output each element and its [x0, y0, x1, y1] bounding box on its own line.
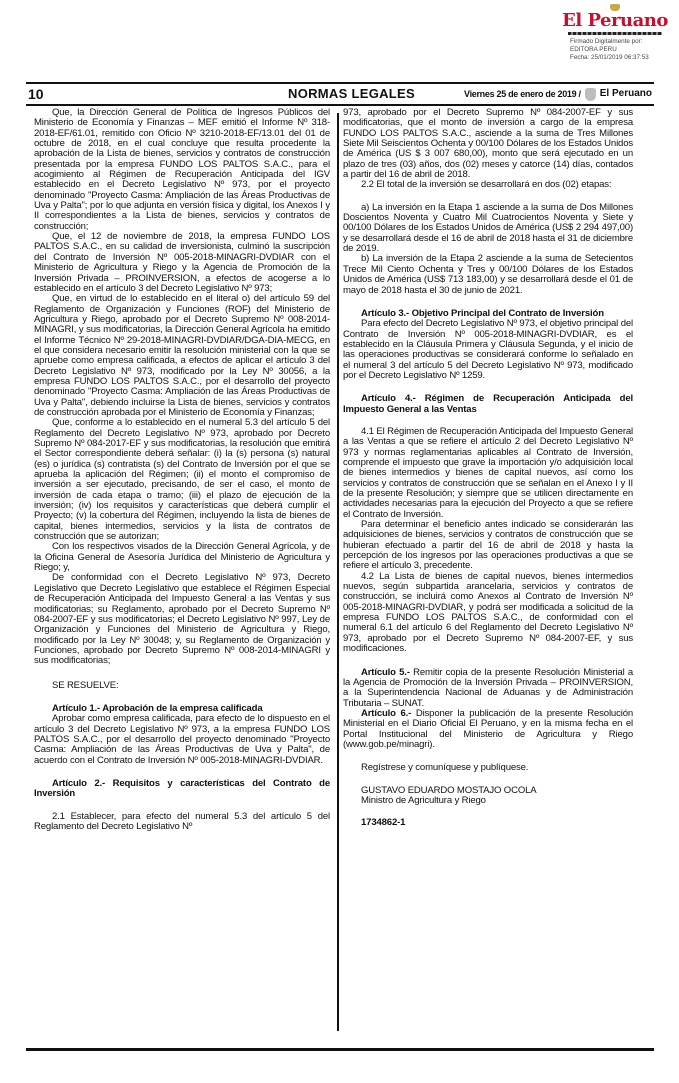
article-3-title: Artículo 3.- Objetivo Principal del Contrato de Inversión [361, 307, 604, 319]
resolve-heading: SE RESUELVE: [52, 679, 119, 691]
article-2-1-start: 2.1 Establecer, para efecto del numeral 5.3 del artículo 5 del Reglamento del Decreto Legislativo Nº [34, 810, 330, 832]
paragraph: Que, el 12 de noviembre de 2018, la empresa FUNDO LOS PALTOS S.A.C., en su calidad de inversionista, culminó la suscripción del Contrato de Inversión Nº 005-2018-MINAGRI-DVDIAR con el Ministerio de Agricultura y Riego y la Agencia de Promoción de la Inversión Privada – PROINVERSION, a efectos de acogerse a lo establecido en el artículo 3 del Decreto Legislativo Nº 973; [34, 231, 330, 294]
brand-name: El Peruano [562, 10, 668, 31]
digital-signature-stamp [570, 38, 649, 62]
article-2-1-continued: 973, aprobado por el Decreto Supremo Nº 084-2007-EF y sus modificatorias, que el monto de inversión a cargo de la empresa FUNDO LOS PALTOS S.A.C., asciende a la suma de Tres Millones Siete Mil Seiscientos Ochenta y 00/100 Dólares de los Estados Unidos de América (US $ 3 007 680,00), monto que será ejecutado en un plazo de tres (03) años, dos (02) meses y catorce (14) días, contados a partir del 16 de abril de 2018. [343, 107, 633, 181]
paragraph: Con los respectivos visados de la Dirección General Agrícola, y de la Oficina General de Asesoría Jurídica del Ministerio de Agricultura y Riego; y, [34, 541, 330, 574]
article-5 [343, 668, 633, 709]
signer-title: Ministro de Agricultura y Riego [361, 794, 486, 806]
page-number: 10 [28, 86, 44, 102]
publication-code: 1734862-1 [361, 817, 406, 829]
article-6-text: Disponer la publicación de la presente Resolución Ministerial en el Diario Oficial El Peruano, y en la misma fecha en el Portal Institucional del Ministerio de Agricultura y Riego (www.gob.pe/minagri). [343, 707, 634, 750]
issue-date: Viernes 25 de enero de 2019 / [464, 89, 581, 99]
footer-rule [26, 1048, 654, 1051]
el-peruano-logo [560, 4, 670, 35]
article-5-title: Artículo 5.- [361, 666, 410, 678]
article-2-2: 2.2 El total de la inversión se desarrollará en dos (02) etapas: [361, 179, 612, 191]
article-2-title: Artículo 2.- Requisitos y características del Contrato de Inversión [34, 777, 330, 800]
right-column [343, 108, 633, 829]
signer-name: GUSTAVO EDUARDO MOSTAJO OCOLA [361, 784, 537, 796]
column-divider [337, 113, 339, 1031]
article-3-text: Para efecto del Decreto Legislativo Nº 973, el objetivo principal del Contrato de Inversión Nº 005-2018-MINAGRI-DVDIAR, es el establecido en la Cláusula Primera y Cláusula Segunda, y el inicio de las operaciones productivas se considerará conforme lo señalado en el numeral 3 del artículo 5 del Decreto Legislativo Nº 973, modificado por el Decreto Legislativo Nº 1259. [343, 318, 633, 381]
article-4-1: 4.1 El Régimen de Recuperación Anticipada del Impuesto General a las Ventas a que se refiere el artículo 2 del Decreto Legislativo Nº 973 y normas reglamentarias aplicables al Contrato de Inversión, comprende el impuesto que grave la importación y/o adquisición local de bienes intermedios y bienes de capital nuevos, así como los servicios y contratos de construcción que se señalan en el Anexo I y II de la presente Resolución; y siempre que se utilicen directamente en actividades necesarias para la ejecución del Proyecto a que se refiere el Contrato de Inversión. [343, 425, 633, 520]
paragraph: Que, la Dirección General de Política de Ingresos Públicos del Ministerio de Economía y Finanzas – MEF emitió el Informe Nº 318-2018-EF/61.01, remitido con Oficio Nº 3210-2018-EF/13.01 del 01 de octubre de 2018, en el cual concluye que resulta procedente la aprobación de la Lista de bienes, servicios y contratos de construcción presentada por la empresa FUNDO LOS PALTOS S.A.C., para el acogimiento al Régimen de Recuperación Anticipada del IGV establecido en el Decreto Legislativo Nº 973, por el proyecto denominado "Proyecto Casma: Ampliación de las Áreas Productivas de Uva y Palta"; por lo que adjunta en versión física y digital, los Anexos I y II correspondientes a la Lista de bienes, servicios y contratos de construcción; [34, 107, 330, 232]
article-1-title: Artículo 1.- Aprobación de la empresa calificada [52, 702, 263, 714]
signature-line: EDITORA PERU [570, 46, 617, 53]
stage-b: b) La inversión de la Etapa 2 asciende a la suma de Setecientos Trece Mil Ciento Ochenta y Tres y 00/100 Dólares de los Estados Unidos de América (US$ 713 183,00) y se desarrollará desde el 01 de mayo de 2018 hasta el 30 de junio de 2021. [343, 253, 633, 296]
article-6 [343, 709, 633, 750]
article-4-title: Artículo 4.- Régimen de Recuperación Anticipada del Impuesto General a las Ventas [343, 393, 633, 415]
article-5-text: Remitir copia de la presente Resolución Ministerial a la Agencia de Promoción de la Inversión Privada – PROINVERSION, a la Superintendencia Nacional de Aduanas y de Administración Tributaria – SUNAT. [343, 666, 633, 709]
article-4-2: 4.2 La Lista de bienes de capital nuevos, bienes intermedios nuevos, según subpartida arancelaria, servicios y contratos de construcción, se incluirá como Anexos al Contrato de Inversión Nº 005-2018-MINAGRI-DVDIAR, y podrá ser modificada a solicitud de la empresa FUNDO LOS PALTOS S.A.C., de conformidad con el numeral 6.1 del artículo 6 del Reglamento del Decreto Legislativo Nº 973, aprobado por el Decreto Supremo Nº 084-2007-EF, y sus modificaciones. [343, 570, 633, 655]
left-column [34, 108, 330, 832]
header-publication [585, 85, 652, 103]
article-4-1-benefit: Para determinar el beneficio antes indicado se considerarán las adquisiciones de bienes, servicios y contratos de construcción que se hubieran efectuado a partir del 16 de abril de 2018 y hasta la percepción de los ingresos por las operaciones productivas a que se refiere el artículo 3, precedente. [343, 519, 633, 572]
paragraph: Que, en virtud de lo establecido en el literal o) del artículo 59 del Reglamento de Organización y Funciones (ROF) del Ministerio de Agricultura y Riego, aprobado por el Decreto Supremo Nº 008-2014-MINAGRI, y sus modificatorias, la Dirección General Agrícola ha emitido el Informe Técnico Nº 29-2018-MINAGRI-DVDIAR/DGA-DIA-MECG, en el que considera necesario emitir la resolución ministerial con la que se apruebe como empresa calificada, a efectos de aplicar el artículo 3 del Decreto Legislativo Nº 973, modificado por la Ley Nº 30056, a la empresa FUNDO LOS PALTOS S.A.C., por el desarrollo del proyecto denominado "Proyecto Casma: Ampliación de las Áreas Productivas de Uva y Palta", debiendo incluirse la Lista de bienes, servicios y contratos de construcción aprobada por el Ministerio de Economía y Finanzas; [34, 293, 330, 418]
publication-name: El Peruano [599, 88, 652, 99]
paragraph: Que, conforme a lo establecido en el numeral 5.3 del artículo 5 del Reglamento del Decreto Legislativo Nº 973, aprobado por Decreto Supremo Nº 084-2017-EF y sus modificatorias, la resolución que emitirá el Sector correspondiente deberá señalar: (i) la (s) persona (s) natural (es) o jurídica (s) contratista (s) del Contrato de Inversión por el que se aprueba la aplicación del Régimen; (ii) el monto el compromiso de inversión a ser ejecutado, precisando, de ser el caso, el monto de inversión de cada etapa o tramo; (iii) el plazo de ejecución de la inversión; (iv) los requisitos y características que deberá cumplir el Proyecto; (v) la cobertura del Régimen, incluyendo la lista de bienes de capital, bienes intermedios, servicios y la lista de contratos de construcción que se autorizan; [34, 417, 330, 543]
brand-strip [568, 32, 662, 35]
section-title: NORMAS LEGALES [288, 86, 415, 101]
page-header [26, 82, 654, 106]
article-1-text: Aprobar como empresa calificada, para efecto de lo dispuesto en el artículo 3 del Decreto Legislativo Nº 973, a la empresa FUNDO LOS PALTOS S.A.C., por el desarrollo del proyecto denominado "Proyecto Casma: Ampliación de las Áreas Productivas de Uva y Palta", de acuerdo con el Contrato de Inversión Nº 005-2018-MINAGRI-DVDIAR. [34, 713, 330, 766]
paragraph: De conformidad con el Decreto Legislativo Nº 973, Decreto Legislativo que Decreto Legislativo que establece el Régimen Especial de Recuperación Anticipada del Impuesto General a las Ventas y sus modificatorias; su Reglamento, aprobado por el Decreto Supremo Nº 084-2007-EF y sus modificatorias; el Decreto Legislativo Nº 997, Ley de Organización y Funciones del Ministerio de Agricultura y Riego, modificado por la Ley Nº 30048; y, su Reglamento de Organización y Funciones, aprobado por Decreto Supremo Nº 008-2014-MINAGRI y sus modificatorias; [34, 572, 330, 667]
closing-formula: Regístrese y comuníquese y publíquese. [361, 762, 529, 774]
signature-line: Fecha: 25/01/2019 06:37:53 [570, 54, 649, 61]
signature-line: Firmado Digitalmente por: [570, 38, 643, 45]
coat-of-arms-icon [585, 88, 596, 101]
header-right [464, 85, 652, 103]
article-6-title: Artículo 6.- [361, 707, 412, 719]
stage-a: a) La inversión en la Etapa 1 asciende a la suma de Dos Millones Doscientos Noventa y Cuatro Mil Cuatrocientos Noventa y Siete y 00/100 Dólares de los Estados Unidos de América (US$ 2 294 497,00) y se desarrollará desde el 16 de abril de 2018 hasta el 31 de diciembre de 2019. [343, 201, 633, 255]
